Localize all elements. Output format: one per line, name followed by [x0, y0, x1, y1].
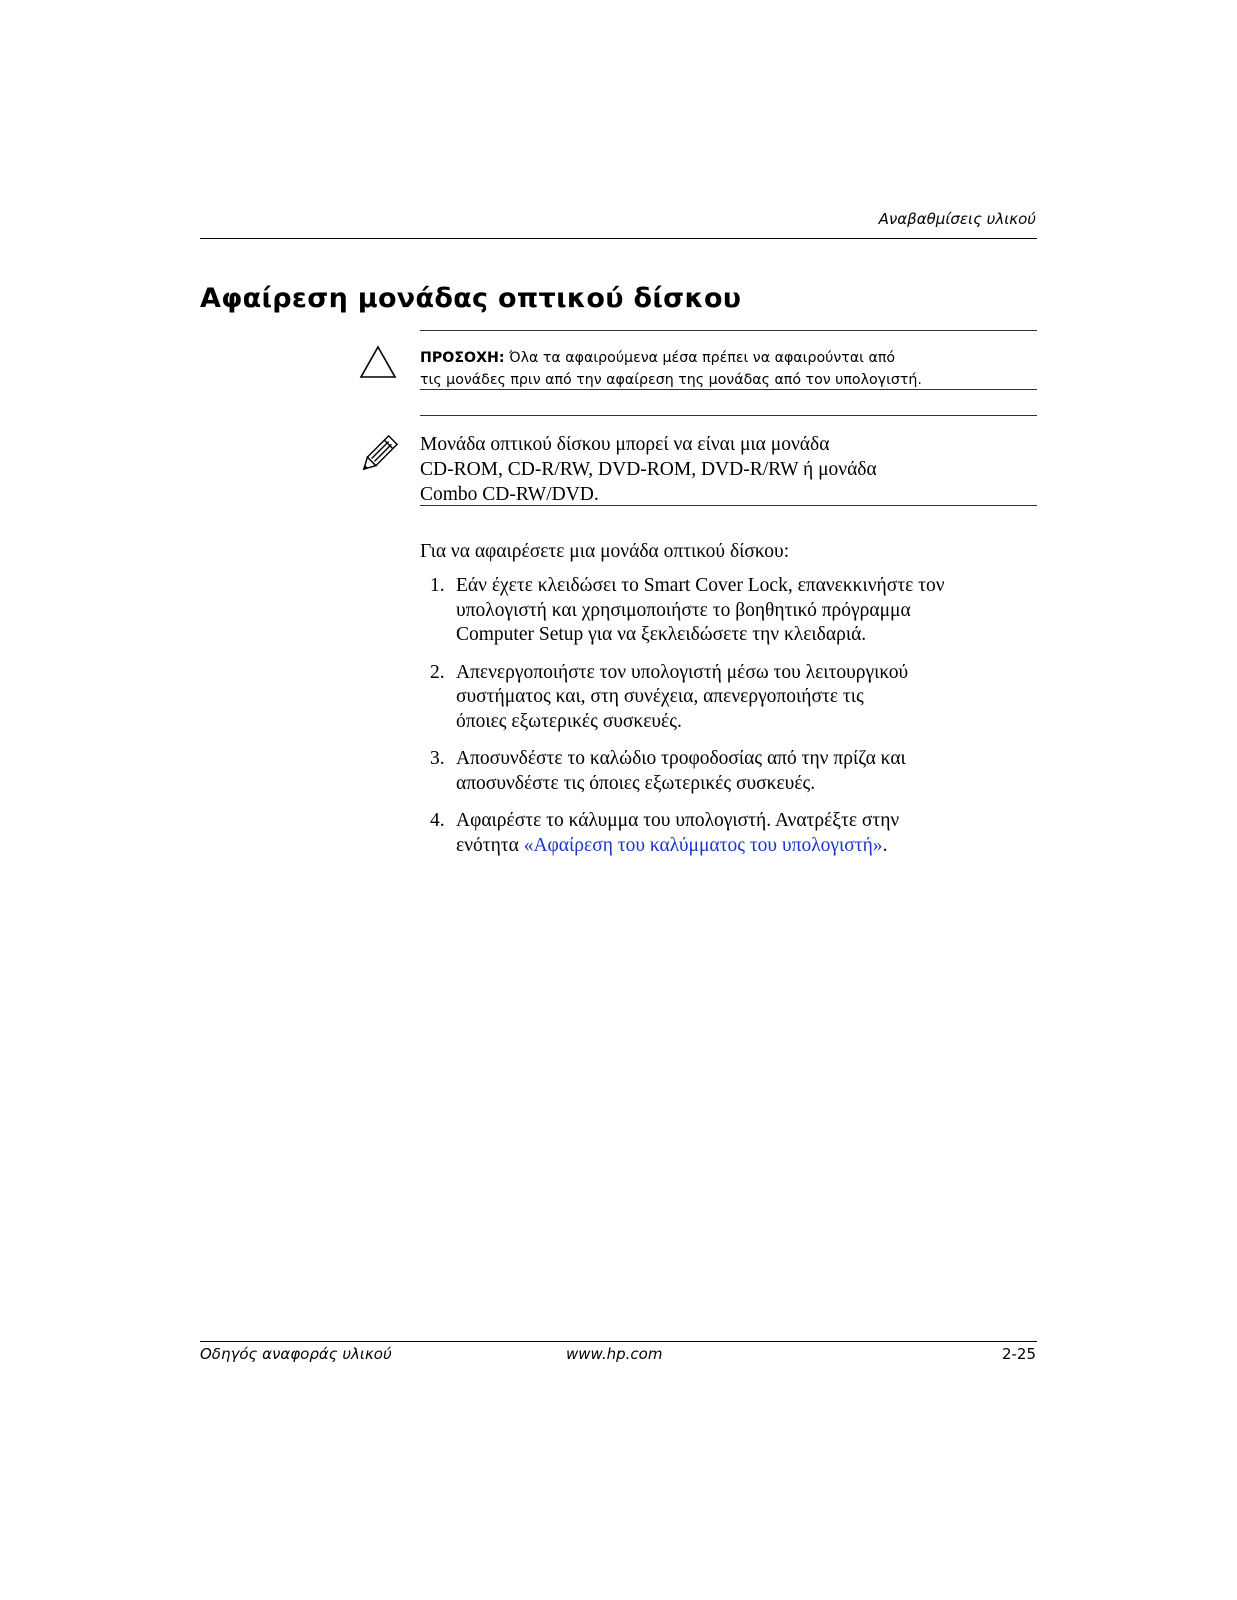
footer-divider — [200, 1341, 1037, 1342]
step-line: υπολογιστή και χρησιμοποιήστε το βοηθητικό πρόγραμμα — [456, 599, 911, 621]
step-line: Εάν έχετε κλειδώσει το Smart Cover Lock, επανεκκινήστε τον — [456, 575, 945, 596]
step-number: 1. — [430, 575, 445, 596]
note-text — [420, 432, 1030, 507]
step-line — [456, 834, 1040, 859]
step-1 — [420, 574, 1040, 648]
caution-triangle-icon — [359, 345, 397, 379]
caution-line-1: Όλα τα αφαιρούμενα μέσα πρέπει να αφαιρούνται από — [509, 350, 896, 366]
step-4 — [420, 809, 1040, 858]
note-bottom-rule — [420, 505, 1037, 506]
step-line: όποιες εξωτερικές συσκευές. — [456, 710, 682, 732]
step-number: 2. — [430, 661, 445, 683]
page-number: 2-25 — [1001, 1345, 1036, 1363]
footer-website: www.hp.com — [566, 1345, 663, 1363]
step-3 — [420, 747, 1040, 796]
step-line: Απενεργοποιήστε τον υπολογιστή μέσω του λειτουργικού — [456, 661, 909, 683]
caution-line-2: τις μονάδες πριν από την αφαίρεση της μονάδας από τον υπολογιστή. — [420, 372, 922, 388]
caution-text — [420, 347, 1030, 391]
step-line: Computer Setup για να ξεκλειδώσετε την κλειδαριά. — [456, 624, 867, 645]
note-top-rule — [420, 415, 1037, 416]
step-number: 4. — [430, 810, 445, 831]
header-divider — [200, 238, 1037, 239]
note-line-1: Μονάδα οπτικού δίσκου μπορεί να είναι μια μονάδα — [420, 434, 830, 455]
page-title: Αφαίρεση μονάδας οπτικού δίσκου — [200, 283, 742, 314]
step-line: συστήματος και, στη συνέχεια, απενεργοποιήστε τις — [456, 686, 864, 707]
step-line: Αποσυνδέστε το καλώδιο τροφοδοσίας από την πρίζα και — [456, 748, 906, 769]
step-text: ενότητα — [456, 834, 524, 856]
procedure-intro: Για να αφαιρέσετε μια μονάδα οπτικού δίσκου: — [420, 541, 790, 562]
running-header: Αναβαθμίσεις υλικού — [878, 210, 1036, 228]
caution-bottom-rule — [420, 389, 1037, 390]
step-line: Αφαιρέστε το κάλυμμα του υπολογιστή. Ανατρέξτε στην — [456, 810, 900, 831]
footer-guide-title: Οδηγός αναφοράς υλικού — [200, 1345, 392, 1363]
procedure-steps — [420, 574, 1040, 871]
note-line-3: Combo CD-RW/DVD. — [420, 484, 599, 505]
step-text: . — [882, 834, 888, 856]
note-line-2: CD-ROM, CD-R/RW, DVD-ROM, DVD-R/RW ή μονάδα — [420, 459, 877, 480]
caution-label: ΠΡΟΣΟΧΗ: — [420, 350, 505, 366]
cross-reference-link[interactable]: «Αφαίρεση του καλύμματος του υπολογιστή» — [523, 834, 883, 856]
step-line: αποσυνδέστε τις όποιες εξωτερικές συσκευές. — [456, 772, 816, 794]
step-2 — [420, 661, 1040, 735]
pencil-note-icon — [355, 432, 401, 478]
step-number: 3. — [430, 748, 445, 769]
caution-top-rule — [420, 330, 1037, 331]
